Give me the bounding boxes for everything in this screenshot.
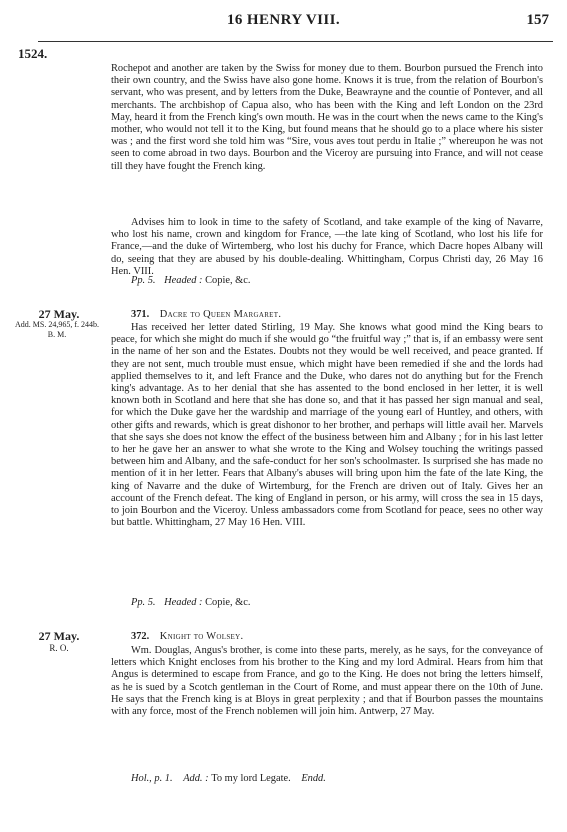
entry-372-date: 27 May. (38, 629, 80, 643)
running-head (0, 8, 567, 32)
meta-address: To my lord Legate. (211, 773, 291, 784)
meta-headed: Headed : (164, 275, 203, 286)
page-number: 157 (526, 12, 549, 28)
meta-pages: Pp. 5. (131, 597, 156, 608)
meta-copy: Copie, &c. (205, 597, 251, 608)
entry-372-title: Knight to Wolsey. (159, 631, 244, 642)
running-title: 16 HENRY VIII. (226, 12, 340, 28)
entry-372-meta (131, 773, 531, 785)
continued-meta (131, 275, 531, 287)
meta-headed: Headed : (164, 597, 203, 608)
meta-holograph: Hol., p. 1. (131, 773, 173, 784)
entry-371-title: Dacre to Queen Margaret. (159, 309, 282, 320)
meta-endorsed: Endd. (301, 773, 326, 784)
entry-372-number: 372. (131, 631, 150, 642)
entry-371-meta (131, 597, 531, 609)
continued-paragraph-1: Rochepot and another are taken by the Swiss for money due to them. Bourbon pursued the French into their own country, and the Swiss have also gone home. Knows it is true, from the relation of Bourbon's servant, who was present, and by letters from the Duke, Beawrayne and the countie of Pontever, and all merchants. The archbishop of Capua also, who has been with the King and left London on the 23rd May, heard it from the French king's own mouth. He was in the court when the news came to the King's mother, who would not tell it to the King, but found means that he should go to a place where his sister was ; and the first word she told him was “Sire, vous aves tout perdu in Italie ;” whereupon he was not seen to come abroad in two days. Bourbon and the Viceroy are pursuing into France, and will not cease till they have fought the French king. (111, 63, 543, 172)
entry-371-source: Add. MS. 24,965, f. 244b. B. M. (14, 320, 99, 339)
header-rule (38, 41, 553, 42)
entry-372-heading (131, 631, 531, 643)
meta-address-label: Add. : (183, 773, 209, 784)
entry-371-body: Has received her letter dated Stirling, 19 May. She knows what good mind the King bears to peace, for which she might do much if she would go “the fruitful way ;” that is, if an embassy were sent in the name of her son and the Estates. Doubts not they would be well received, and peace granted. If they are not sent, much trouble must ensue, which might have been remedied if she and the lords had applied themselves to it, and left France and the Duke, who dares not do anything but for the French king's advantage. As to her denial that she has assented to the bond enclosed in her letter, it is well known both in Scotland and here that she has done so, and that it has passed her sign manual and seal, for which the Duke gave her the wardship and marriage of the young earl of Huntley, and others, with other gifts and rewards, which is great dishonor to her brother, and perhaps will little avail her. Marvels that she says she does not know the effect of the business between him and Albany ; for in his last letter to her he gave her an answer to what she wrote to the King and Wolsey touching the writings passed between him and Albany, and the safe-conduct for her son's schoolmaster. Is surprised she has made no mention of it in her letter. Fears that Albany's abuses will bring upon him the fate of the late King, the king of Navarre and the duke of Wirtemburg, for the French are driven out of Italy. Gives her an account of the French defeat. The king of England in person, or his army, will cross the sea in 15 days, to join Bourbon and the Viceroy. Unless ambassadors come from Scotland for peace, sees no other way but battle. Whittingham, 27 May 16 Hen. VIII. (111, 322, 543, 529)
entry-371-date: 27 May. (38, 307, 80, 321)
entry-372-source: R. O. (49, 643, 69, 653)
entry-371-heading (131, 309, 531, 321)
meta-pages: Pp. 5. (131, 275, 156, 286)
margin-year: 1524. (18, 46, 48, 61)
entry-372-body: Wm. Douglas, Angus's brother, is come into these parts, merely, as he says, for the conveyance of letters which Knight encloses from his brother to the King and my lord Admiral. Hears from him that Angus is determined to escape from France, and go to the King. He does not bring the letters himself, as he is sued by a Scotch gentleman in the Court of Rome, and must appear there on the 10th of June. He says that the French king is at Bloys in great perplexity ; and that if Bourbon passes the mountains with any force, most of the French noblemen will join him. Antwerp, 27 May. (111, 645, 543, 718)
continued-paragraph-2: Advises him to look in time to the safety of Scotland, and take example of the king of Navarre, who lost his name, crown and kingdom for France, —the late king of Scotland, who lost his life for France,—and the duke of Wirtemberg, who lost his duchy for France, which Dacre hopes Albany will do, seeing that they are abused by his double-dealing. Whittingham, Corpus Christi day, 26 May 16 Hen. VIII. (111, 217, 543, 277)
entry-371-number: 371. (131, 309, 150, 320)
meta-copy: Copie, &c. (205, 275, 251, 286)
